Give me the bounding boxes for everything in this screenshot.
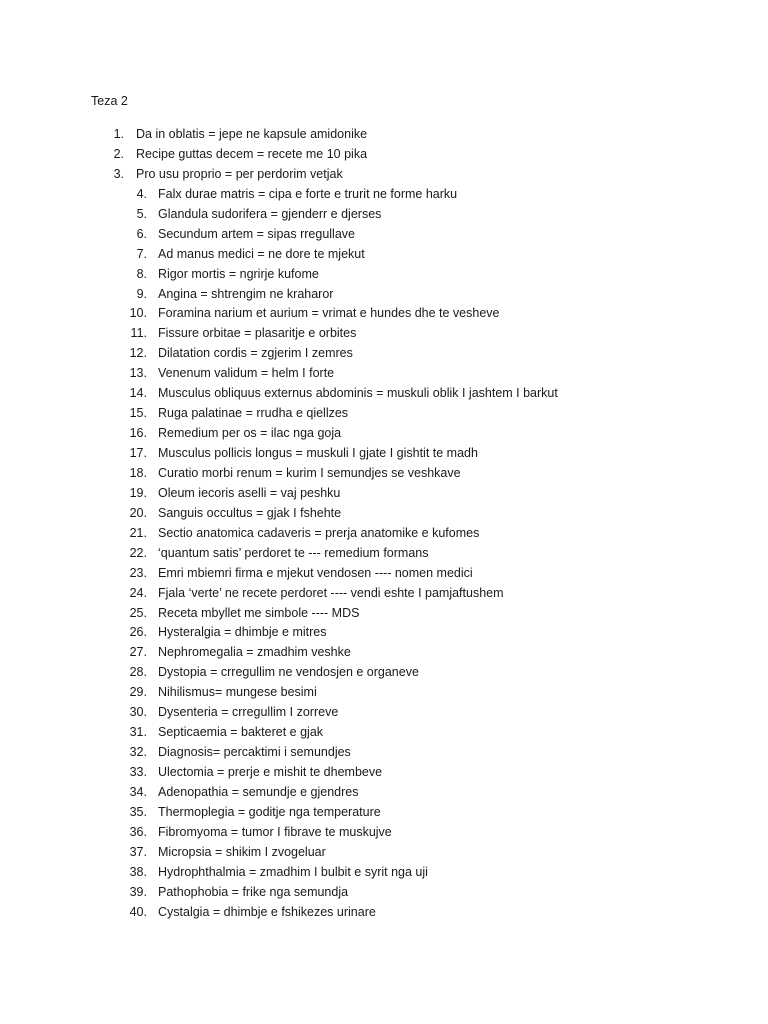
list-item-text: ‘quantum satis’ perdoret te --- remedium formans (158, 545, 429, 560)
list-item-number: 9. (136, 286, 147, 301)
list-item (0, 445, 768, 465)
list-item-number: 19. (129, 485, 147, 500)
list-item-number: 15. (129, 406, 147, 421)
list-item-number: 31. (129, 725, 147, 740)
list-item (0, 644, 768, 664)
list-item (0, 884, 768, 904)
list-item-number: 37. (129, 844, 147, 859)
term-list (0, 126, 768, 924)
list-item-text: Musculus pollicis longus = muskuli I gjate I gishtit te madh (158, 446, 478, 460)
list-item-number: 3. (113, 166, 124, 181)
list-item-text: Hydrophthalmia = zmadhim I bulbit e syrit nga uji (158, 864, 428, 879)
list-item-number: 6. (136, 226, 147, 241)
list-item-number: 2. (113, 146, 124, 161)
list-item-text: Adenopathia = semundje e gjendres (158, 784, 359, 799)
list-item-number: 30. (129, 705, 147, 720)
list-item-text: Dystopia = crregullim ne vendosjen e organeve (158, 665, 419, 680)
document-title: Teza 2 (91, 94, 128, 108)
list-item-number: 35. (129, 804, 147, 819)
list-item-text: Ulectomia = prerje e mishit te dhembeve (158, 765, 383, 779)
list-item-number: 25. (129, 605, 147, 620)
list-item-text: Da in oblatis = jepe ne kapsule amidonike (136, 127, 368, 141)
list-item (0, 525, 768, 545)
list-item-text: Secundum artem = sipas rregullave (158, 226, 355, 241)
list-item-text: Sectio anatomica cadaveris = prerja anatomike e kufomes (158, 525, 480, 540)
list-item-text: Ad manus medici = ne dore te mjekut (158, 246, 365, 261)
list-item (0, 585, 768, 605)
list-item (0, 744, 768, 764)
list-item (0, 465, 768, 485)
list-item (0, 146, 768, 166)
list-item-text: Sanguis occultus = gjak I fshehte (158, 505, 342, 520)
list-item (0, 804, 768, 824)
list-item (0, 166, 768, 186)
list-item (0, 844, 768, 864)
list-item-number: 27. (129, 645, 147, 660)
list-item-text: Micropsia = shikim I zvogeluar (158, 844, 326, 859)
list-item-number: 12. (129, 346, 147, 361)
list-item (0, 345, 768, 365)
list-item-text: Nihilismus= mungese besimi (158, 685, 317, 700)
list-item-text: Musculus obliquus externus abdominis = muskuli oblik I jashtem I barkut (158, 386, 558, 401)
list-item-number: 18. (129, 465, 147, 480)
list-item (0, 305, 768, 325)
list-item-number: 36. (129, 824, 147, 839)
list-item-text: Dysenteria = crregullim I zorreve (158, 705, 339, 720)
list-item (0, 505, 768, 525)
list-item (0, 724, 768, 744)
list-item (0, 565, 768, 585)
list-item-text: Rigor mortis = ngrirje kufome (158, 266, 319, 281)
list-item (0, 266, 768, 286)
list-item (0, 226, 768, 246)
list-item-number: 17. (129, 446, 147, 460)
list-item-number: 24. (129, 585, 147, 600)
list-item (0, 764, 768, 784)
list-item-text: Pro usu proprio = per perdorim vetjak (136, 166, 343, 181)
list-item (0, 824, 768, 844)
list-item (0, 126, 768, 146)
list-item-number: 33. (129, 765, 147, 779)
list-item (0, 664, 768, 684)
list-item (0, 684, 768, 704)
list-item (0, 624, 768, 644)
list-item-number: 20. (129, 505, 147, 520)
list-item (0, 864, 768, 884)
list-item-number: 23. (129, 565, 147, 580)
list-item (0, 784, 768, 804)
list-item-text: Falx durae matris = cipa e forte e trurit ne forme harku (158, 186, 458, 201)
list-item-text: Foramina narium et aurium = vrimat e hundes dhe te vesheve (158, 306, 500, 321)
list-item-text: Diagnosis= percaktimi i semundjes (158, 745, 351, 760)
list-item (0, 286, 768, 306)
list-item-number: 5. (136, 206, 147, 221)
list-item-text: Oleum iecoris aselli = vaj peshku (158, 485, 341, 500)
list-item (0, 365, 768, 385)
list-item-number: 4. (136, 186, 147, 201)
list-item-number: 10. (129, 306, 147, 321)
list-item-number: 13. (129, 366, 147, 381)
list-item-text: Receta mbyllet me simbole ---- MDS (158, 605, 360, 620)
list-item-text: Nephromegalia = zmadhim veshke (158, 645, 351, 660)
list-item (0, 704, 768, 724)
list-item (0, 385, 768, 405)
list-item (0, 545, 768, 565)
list-item-number: 29. (129, 685, 147, 700)
list-item (0, 405, 768, 425)
list-item (0, 325, 768, 345)
list-item-text: Angina = shtrengim ne kraharor (158, 286, 334, 301)
list-item-number: 26. (129, 625, 147, 640)
list-item-number: 28. (129, 665, 147, 680)
list-item-number: 34. (129, 784, 147, 799)
list-item-text: Curatio morbi renum = kurim I semundjes se veshkave (158, 465, 461, 480)
list-item-text: Emri mbiemri firma e mjekut vendosen ---- nomen medici (158, 565, 473, 580)
list-item-text: Fjala ‘verte’ ne recete perdoret ---- vendi eshte I pamjaftushem (158, 585, 504, 600)
list-item-text: Ruga palatinae = rrudha e qiellzes (158, 406, 349, 421)
list-item-text: Recipe guttas decem = recete me 10 pika (136, 146, 368, 161)
list-item-number: 8. (136, 266, 147, 281)
list-item-text: Thermoplegia = goditje nga temperature (158, 804, 381, 819)
list-item (0, 904, 768, 924)
list-item-text: Dilatation cordis = zgjerim I zemres (158, 346, 353, 361)
list-item-number: 14. (129, 386, 147, 401)
list-item-number: 22. (129, 545, 147, 560)
list-item-text: Remedium per os = ilac nga goja (158, 426, 342, 441)
list-item (0, 206, 768, 226)
list-item (0, 425, 768, 445)
list-item-number: 39. (129, 884, 147, 899)
list-item-number: 16. (129, 426, 147, 441)
list-item-number: 32. (129, 745, 147, 760)
list-item-number: 11. (130, 326, 147, 341)
list-item (0, 186, 768, 206)
list-item-text: Hysteralgia = dhimbje e mitres (158, 625, 327, 640)
list-item-text: Septicaemia = bakteret e gjak (158, 725, 324, 740)
list-item-number: 38. (129, 864, 147, 879)
list-item (0, 246, 768, 266)
list-item-text: Pathophobia = frike nga semundja (158, 884, 349, 899)
list-item-text: Fissure orbitae = plasaritje e orbites (158, 326, 357, 341)
list-item-text: Fibromyoma = tumor I fibrave te muskujve (158, 824, 392, 839)
list-item-text: Cystalgia = dhimbje e fshikezes urinare (158, 904, 376, 919)
list-item (0, 605, 768, 625)
list-item-number: 7. (136, 246, 147, 261)
list-item (0, 485, 768, 505)
list-item-number: 21. (129, 525, 147, 540)
list-item-text: Venenum validum = helm I forte (158, 366, 335, 381)
list-item-text: Glandula sudorifera = gjenderr e djerses (158, 206, 382, 221)
list-item-number: 1. (113, 127, 124, 141)
list-item-number: 40. (129, 904, 147, 919)
